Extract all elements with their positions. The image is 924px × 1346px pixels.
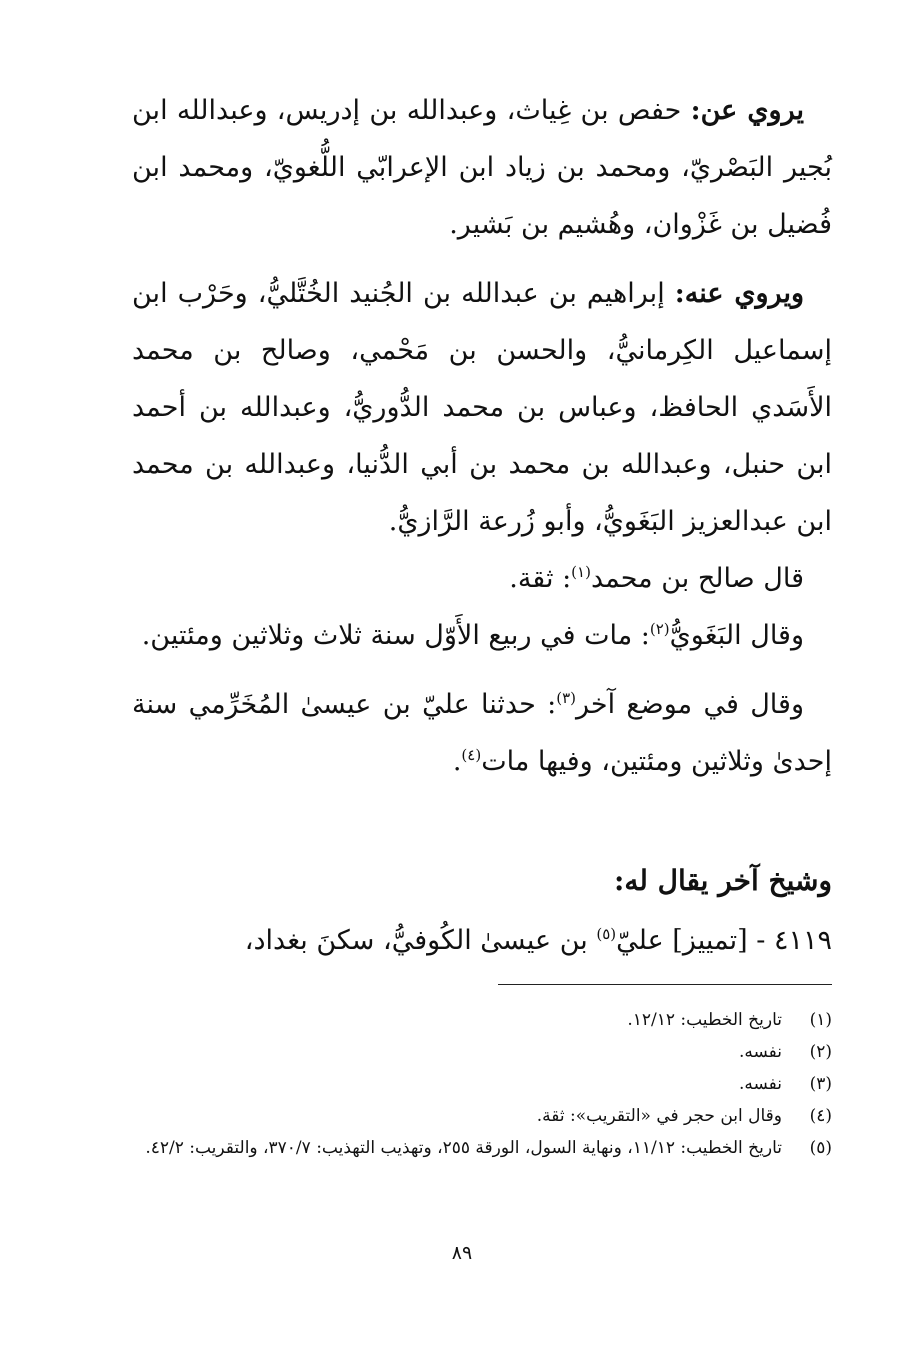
footnote-text: وقال ابن حجر في «التقريب»: ثقة. bbox=[536, 1106, 782, 1126]
paragraph-lead: يروي عن: bbox=[690, 95, 804, 126]
footnote-text: تاريخ الخطيب: ١١/١٢، ونهاية السول، الورقة ٢٥٥، وتهذيب التهذيب: ٣٧٠/٧، والتقريب: ٤٢/٢. bbox=[145, 1138, 782, 1158]
footnote-item bbox=[132, 1004, 832, 1036]
paragraph-narrated-by bbox=[132, 265, 832, 550]
paragraph-saleh-quote bbox=[132, 550, 832, 607]
section-heading: وشيخ آخر يقال له: bbox=[614, 864, 832, 897]
footnote-text: نفسه. bbox=[738, 1074, 782, 1094]
paragraph-text: : حدثنا عليّ بن عيسىٰ المُخَرِّمي سنة إحدىٰ وثلاثين ومئتين، وفيها مات bbox=[132, 689, 832, 777]
page-number: ٨٩ bbox=[451, 1242, 473, 1264]
footnote-item bbox=[132, 1100, 832, 1132]
footnote-number: (٥) bbox=[809, 1138, 832, 1158]
paragraph-text: وقال البَغَويُّ bbox=[669, 620, 804, 651]
paragraph-text: وقال في موضع آخر bbox=[575, 689, 804, 720]
paragraph-baghawi-quote bbox=[132, 607, 832, 664]
body-text bbox=[132, 82, 832, 790]
footnote-text: نفسه. bbox=[738, 1042, 782, 1062]
footnote-marker[interactable]: (٢) bbox=[649, 620, 670, 638]
entry-line bbox=[132, 912, 832, 969]
entry-name: عليّ bbox=[616, 925, 673, 956]
footnote-item bbox=[132, 1132, 832, 1164]
paragraph-text: : مات في ربيع الأَوّل سنة ثلاث وثلاثين ومئتين. bbox=[141, 620, 650, 651]
paragraph-narrates-from bbox=[132, 82, 832, 253]
paragraph-text: إبراهيم بن عبدالله بن الجُنيد الخُتَّليُّ، وحَرْب ابن إسماعيل الكِرمانيُّ، والحسن بن مَحْمي، وصالح بن محمد الأَسَدي الحافظ، وعباس بن محمد الدُّوريُّ، وعبدالله بن أحمد ابن حنبل، وعبدالله بن محمد بن أبي الدُّنيا، وعبدالله بن محمد ابن عبدالعزيز البَغَويُّ، وأبو زُرعة الرَّازيُّ. bbox=[132, 278, 832, 537]
entry-name-rest: بن عيسىٰ الكُوفيُّ، سكنَ بغداد، bbox=[244, 925, 597, 956]
footnote-marker[interactable]: (١) bbox=[571, 563, 591, 581]
paragraph-text: قال صالح بن محمد bbox=[590, 563, 804, 594]
footnote-number: (٢) bbox=[809, 1042, 832, 1062]
footnote-marker[interactable]: (٣) bbox=[556, 689, 576, 707]
footnote-item bbox=[132, 1068, 832, 1100]
footnote-number: (٤) bbox=[809, 1106, 832, 1126]
footnote-marker[interactable]: (٥) bbox=[596, 925, 617, 943]
entry-number: ٤١١٩ bbox=[773, 925, 832, 956]
paragraph-text: : ثقة. bbox=[509, 563, 572, 594]
footnote-item bbox=[132, 1036, 832, 1068]
footnote-number: (١) bbox=[809, 1010, 832, 1030]
paragraph-text: حفص بن غِياث، وعبدالله بن إدريس، وعبدالله ابن بُجير البَصْريّ، ومحمد بن زياد ابن الإعرابّي اللُّغويّ، ومحمد ابن فُضيل بن غَزْوان، وهُشيم بن بَشير. bbox=[132, 95, 832, 240]
footnote-divider bbox=[498, 984, 832, 985]
footnote-text: تاريخ الخطيب: ١٢/١٢. bbox=[627, 1010, 782, 1030]
footnotes bbox=[132, 1004, 832, 1164]
entry-dash: - bbox=[747, 925, 774, 956]
paragraph-other-place bbox=[132, 676, 832, 790]
paragraph-text: . bbox=[452, 746, 462, 777]
footnote-number: (٣) bbox=[809, 1074, 832, 1094]
entry-tag: [تمييز] bbox=[672, 925, 748, 956]
footnote-marker[interactable]: (٤) bbox=[461, 746, 482, 764]
paragraph-lead: ويروي عنه: bbox=[674, 278, 804, 309]
